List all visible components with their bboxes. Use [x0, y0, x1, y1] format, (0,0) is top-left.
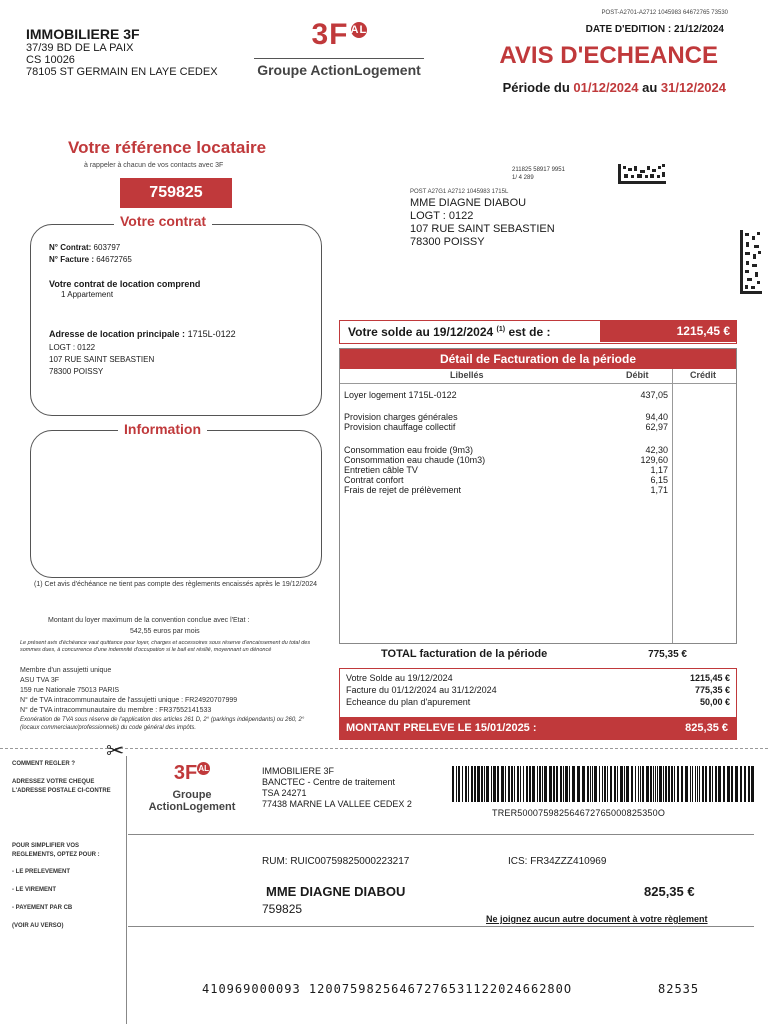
logo-sup: AL — [350, 24, 368, 36]
balance-footnote-ref: (1) — [496, 326, 506, 333]
row-debit: 129,60 — [640, 455, 668, 465]
coupon-address-line: TSA 24271 — [262, 788, 307, 798]
note-tva-membre: N° de TVA intracommunautaire du membre : FR37552141533 — [20, 707, 212, 714]
information-box — [30, 430, 322, 578]
table-row — [344, 390, 668, 400]
row-label: Frais de rejet de prélèvement — [344, 485, 462, 495]
coupon-divider — [128, 926, 754, 927]
balance-label — [348, 325, 550, 339]
rental-address-line: LOGT : 0122 — [49, 343, 96, 352]
table-row — [344, 475, 668, 485]
coupon-address-line: 77438 MARNE LA VALLEE CEDEX 2 — [262, 799, 412, 809]
postal-sort-line: 1/ 4 289 — [512, 175, 534, 181]
rental-address-heading — [49, 329, 236, 339]
coupon-logo-mark: 3F — [173, 762, 198, 784]
summary-label: Echeance du plan d'apurement — [346, 697, 471, 707]
coupon-address-line: BANCTEC - Centre de traitement — [262, 777, 396, 787]
amount-debited — [340, 717, 736, 739]
rental-address-code: 1715L-0122 — [187, 329, 236, 339]
contract-includes-value: 1 Appartement — [61, 290, 114, 299]
balance-label-suffix: est de : — [508, 325, 551, 339]
coupon-side-option: - LE PRELEVEMENT — [12, 869, 71, 875]
sender-line: 37/39 BD DE LA PAIX — [26, 42, 134, 54]
coupon-side-text: REGLEMENTS, OPTEZ POUR : — [12, 852, 100, 858]
coupon-amount: 825,35 € — [644, 884, 695, 899]
recipient-line: 78300 POISSY — [410, 236, 485, 248]
summary-value: 50,00 € — [699, 697, 730, 707]
row-label: Provision chauffage collectif — [344, 422, 456, 432]
ocr-line: 410969000093 1200759825646727653112202466280O — [202, 982, 573, 996]
scissors-icon: ✂ — [106, 738, 125, 763]
logo-divider — [254, 58, 424, 59]
row-debit: 1,71 — [650, 485, 668, 495]
periode-label: Période du — [502, 80, 570, 95]
row-label: Consommation eau froide (9m3) — [344, 445, 474, 455]
summary-value: 1215,45 € — [689, 673, 730, 683]
row-debit: 62,97 — [645, 422, 668, 432]
period-total — [339, 646, 737, 664]
row-debit: 1,17 — [650, 465, 668, 475]
balance-value: 1215,45 € — [600, 321, 736, 342]
coupon-address-line: IMMOBILIERE 3F — [262, 766, 335, 776]
rental-address-label: Adresse de location principale : — [49, 329, 186, 339]
contract-number — [49, 243, 120, 253]
reference-number: 759825 — [120, 178, 232, 208]
sender-line: CS 10026 — [26, 54, 75, 66]
coupon-side-option: - LE VIREMENT — [12, 887, 57, 893]
note-tva-unique: N° de TVA intracommunautaire de l'assujetti unique : FR24920707999 — [20, 697, 238, 704]
rum-reference: RUM: RUIC00759825000223217 — [262, 856, 410, 867]
row-debit: 42,30 — [645, 445, 668, 455]
barcode-icon — [452, 766, 756, 802]
sender-name: IMMOBILIERE 3F — [26, 26, 140, 42]
summary-label: Votre Solde au 19/12/2024 — [346, 673, 453, 683]
rental-address-line: 107 RUE SAINT SEBASTIEN — [49, 355, 155, 364]
coupon-payer-ref: 759825 — [262, 902, 303, 916]
postal-sort-line: 211825 58917 9951 — [512, 167, 565, 173]
table-row — [344, 422, 668, 432]
coupon-logo — [132, 762, 252, 813]
coupon-side-text: POUR SIMPLIFIER VOS — [12, 843, 80, 849]
contract-includes-label: Votre contrat de location comprend — [49, 279, 201, 289]
column-header-debit: Débit — [626, 370, 649, 380]
summary-row — [346, 673, 730, 684]
rental-address-line: 78300 POISSY — [49, 367, 104, 376]
row-label: Consommation eau chaude (10m3) — [344, 455, 486, 465]
contract-number-label: N° Contrat: — [49, 243, 92, 252]
table-row — [344, 485, 668, 495]
sender-line: 78105 ST GERMAIN EN LAYE CEDEX — [26, 66, 218, 78]
row-debit: 437,05 — [640, 390, 668, 400]
datamatrix-icon — [618, 164, 666, 184]
barcode-text: TRER500075982564672765000825350O — [492, 808, 666, 818]
invoice-number-label: N° Facture : — [49, 255, 94, 264]
note-tva-exoneration: Exonération de TVA sous réserve de l'application des articles 261 D, 2° (parkings indépendants) ou 260, 2° (locaux commerciaux/professionnels) du code général des impôts. — [20, 717, 305, 731]
contract-box — [30, 224, 322, 416]
recipient-line: 107 RUE SAINT SEBASTIEN — [410, 223, 555, 235]
coupon-payer-name: MME DIAGNE DIABOU — [266, 884, 406, 899]
table-row — [344, 445, 668, 455]
amount-debited-label: MONTANT PRELEVE LE 15/01/2025 : — [346, 722, 537, 734]
column-divider — [672, 369, 673, 643]
recipient-address — [410, 188, 555, 249]
periode-to: 31/12/2024 — [660, 80, 726, 95]
row-label: Entretien câble TV — [344, 465, 418, 475]
logo-group: Groupe ActionLogement — [257, 62, 421, 78]
reference-subtitle: à rappeler à chacun de vos contacts avec 3F — [84, 162, 224, 169]
datamatrix-side-icon — [740, 230, 762, 294]
sender-address — [26, 28, 218, 78]
coupon-address — [262, 766, 412, 810]
table-row — [344, 412, 668, 422]
coupon-divider — [128, 834, 754, 835]
document-title: AVIS D'ECHEANCE — [499, 42, 718, 69]
note-loyer-max: Montant du loyer maximum de la convention conclue avec l'Etat : — [48, 617, 250, 624]
logo-mark: 3F — [311, 18, 349, 51]
table-row — [344, 455, 668, 465]
row-label: Provision charges générales — [344, 412, 458, 422]
billing-detail-table — [339, 348, 737, 644]
coupon-logo-sup: AL — [198, 764, 209, 774]
billing-detail-title: Détail de Facturation de la période — [340, 349, 736, 369]
coupon-logo-group: Groupe ActionLogement — [148, 789, 236, 813]
payment-summary — [339, 668, 737, 740]
company-logo — [254, 18, 424, 78]
table-row — [344, 465, 668, 475]
column-header-libelles: Libellés — [450, 370, 484, 380]
invoice-number-value: 64672765 — [96, 255, 132, 264]
amount-debited-value: 825,35 € — [685, 722, 728, 734]
recipient-line: LOGT : 0122 — [410, 210, 474, 222]
note-tva-asu: ASU TVA 3F — [20, 677, 60, 684]
invoice-number — [49, 255, 132, 265]
coupon-side-text: L'ADRESSE POSTALE CI-CONTRE — [12, 788, 111, 794]
summary-value: 775,35 € — [694, 685, 730, 695]
contract-title: Votre contrat — [114, 213, 212, 229]
information-title: Information — [118, 421, 207, 437]
postal-sort-codes — [512, 166, 565, 182]
note-quittance: Le présent avis d'échéance vaut quittance pour loyer, charges et accessoires sous réserve d'encaissement du total des sommes dues, à concurrence d'une indemnité d'occupation si le bail est résilié, moyennant un dénoncé — [20, 640, 311, 653]
summary-row — [346, 697, 730, 708]
edition-date: DATE D'EDITION : 21/12/2024 — [585, 24, 724, 35]
coupon-side-option: (VOIR AU VERSO) — [12, 923, 64, 929]
billing-period — [503, 80, 726, 95]
note-tva-address: 159 rue Nationale 75013 PARIS — [20, 687, 120, 694]
post-reference: POST-A2701-A2712 1045983 64672765 73530 — [601, 10, 728, 16]
coupon-note: Ne joignez aucun autre document à votre règlement — [486, 914, 708, 924]
period-total-value: 775,35 € — [648, 649, 687, 660]
summary-label: Facture du 01/12/2024 au 31/12/2024 — [346, 685, 497, 695]
row-label: Loyer logement 1715L-0122 — [344, 390, 457, 400]
contract-number-value: 603797 — [93, 243, 121, 252]
balance-banner — [339, 320, 737, 344]
recipient-name: MME DIAGNE DIABOU — [410, 197, 527, 209]
note-loyer-max-value: 542,55 euros par mois — [130, 628, 200, 635]
coupon-side-heading: COMMENT REGLER ? — [12, 761, 75, 767]
summary-row — [346, 685, 730, 696]
row-debit: 94,40 — [645, 412, 668, 422]
reference-title: Votre référence locataire — [68, 138, 267, 157]
note-tva-member: Membre d'un assujetti unique — [20, 667, 112, 674]
periode-from: 01/12/2024 — [573, 80, 639, 95]
row-debit: 6,15 — [650, 475, 668, 485]
header-divider — [340, 383, 736, 384]
periode-to-label: au — [642, 80, 658, 95]
recipient-post-ref: POST A27G1 A2712 1045983 1715L — [410, 189, 509, 195]
ocr-line-amount: 82535 — [658, 982, 700, 996]
note-solde: (1) Cet avis d'échéance ne tient pas compte des règlements encaissés après le 19/12/2024 — [34, 581, 318, 588]
column-header-credit: Crédit — [690, 370, 717, 380]
ics-reference: ICS: FR34ZZZ410969 — [508, 856, 607, 867]
coupon-side-option: - PAYEMENT PAR CB — [12, 905, 73, 911]
period-total-label: TOTAL facturation de la période — [381, 648, 548, 660]
balance-label-text: Votre solde au 19/12/2024 — [348, 325, 494, 339]
row-label: Contrat confort — [344, 475, 404, 485]
coupon-side-text: ADRESSEZ VOTRE CHEQUE — [12, 779, 95, 785]
